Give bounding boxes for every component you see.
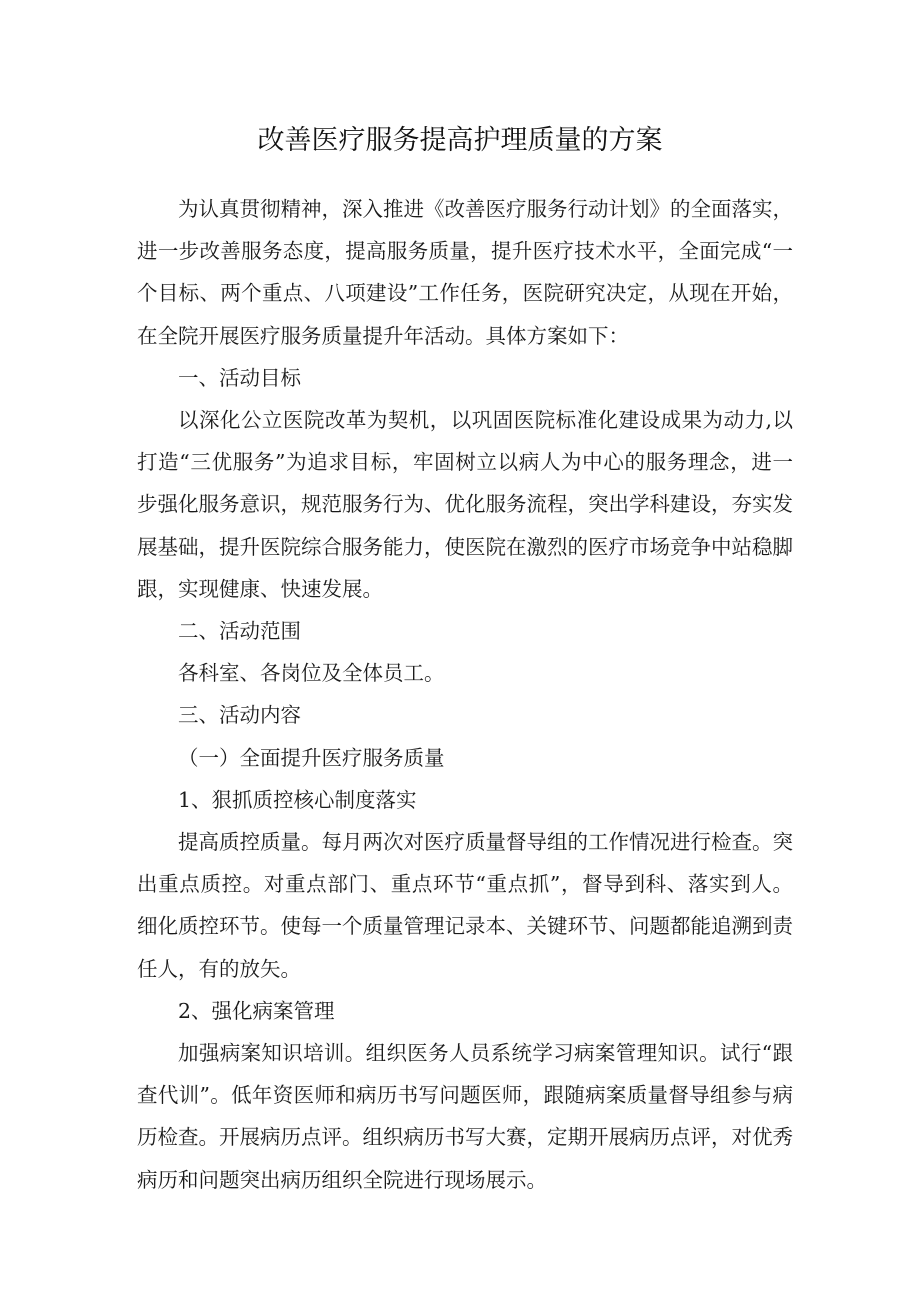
section-heading-scope: 二、活动范围	[178, 619, 301, 644]
quality-control-paragraph: 提高质控质量。每月两次对医疗质量督导组的工作情况进行检查。突出重点质控。对重点部门、重点环节“重点抓”，督导到科、落实到人。细化质控环节。使每一个质量管理记录本、关键环节、问题都能追溯到责任人，有的放矢。	[137, 830, 793, 981]
goal-paragraph: 以深化公立医院改革为契机，以巩固医院标准化建设成果为动力,以打造“三优服务”为追求目标，牢固树立以病人为中心的服务理念，进一步强化服务意识，规范服务行为、优化服务流程，突出学科建设，夯实发展基础，提升医院综合服务能力，使医院在激烈的医疗市场竞争中站稳脚跟，实现健康、快速发展。	[137, 408, 793, 601]
section-heading-goal: 一、活动目标	[178, 365, 301, 390]
document-body	[137, 188, 793, 1201]
intro-paragraph: 为认真贯彻精神，深入推进《改善医疗服务行动计划》的全面落实，进一步改善服务态度，提高服务质量，提升医疗技术水平，全面完成“一个目标、两个重点、八项建设”工作任务，医院研究决定，从现在开始，在全院开展医疗服务质量提升年活动。具体方案如下：	[137, 197, 793, 348]
section-heading-content: 三、活动内容	[178, 703, 301, 728]
item-heading-medical-records: 2、强化病案管理	[178, 998, 335, 1023]
item-heading-quality-control: 1、狠抓质控核心制度落实	[178, 787, 417, 812]
medical-records-paragraph: 加强病案知识培训。组织医务人员系统学习病案管理知识。试行“跟查代训”。低年资医师和病历书写问题医师，跟随病案质量督导组参与病历检查。开展病历点评。组织病历书写大赛，定期开展病历点评，对优秀病历和问题突出病历组织全院进行现场展示。	[137, 1041, 793, 1192]
scope-paragraph: 各科室、各岗位及全体员工。	[178, 661, 445, 686]
document-title: 改善医疗服务提高护理质量的方案	[257, 125, 663, 156]
subsection-heading-quality: （一）全面提升医疗服务质量	[178, 745, 445, 770]
